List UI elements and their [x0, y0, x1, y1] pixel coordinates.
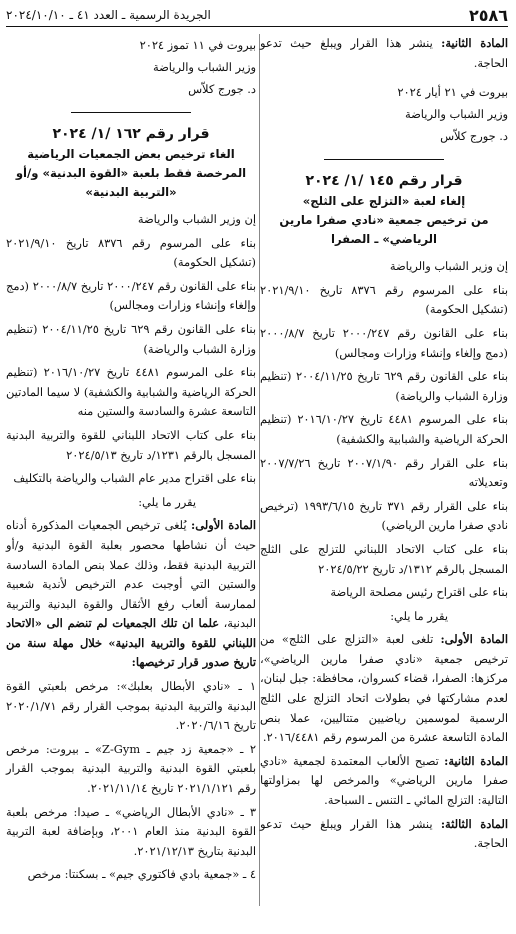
decision-title: قرار رقم ١٤٥ /١/ ٢٠٢٤	[305, 173, 463, 190]
consideration: بناء على القانون رقم ٢٠٠٠/٢٤٧ تاريخ ٢٠٠٠/٨/٧ (دمج وإلغاء وإنشاء وزارات ومجالس)	[6, 278, 257, 313]
article-label: المادة الثانية:	[441, 36, 508, 50]
signature-block	[260, 81, 508, 147]
decision-intro: إن وزير الشباب والرياضة	[389, 259, 508, 274]
article-text: يُلغى ترخيص الجمعيات المذكورة أدناه حيث أن نشاطها محصور بعلبة القوة البدنية و/أو التربية البدنية فقط، وذلك عملا بنص المادة السادسة والستين التي أوجبت عدم الترخيص لأندية شعبية لممارسة ألعاب رفع الأثقال والقوة البدنية والتربية البدنية،	[6, 518, 257, 631]
consideration: بناء على المرسوم ٤٤٨١ تاريخ ٢٠١٦/١٠/٢٧ (تنظيم الحركة الرياضية والشبابية والكشفية)	[260, 412, 508, 446]
consideration: بناء على القانون رقم ٦٢٩ تاريخ ٢٠٠٤/١١/٢٥ (تنظيم وزارة الشباب والرياضة)	[260, 369, 508, 403]
right-column	[260, 34, 508, 854]
article-paragraph	[260, 630, 508, 748]
page-header	[6, 4, 508, 27]
article-text: تصبح الألعاب المعتمدة لجمعية «نادي صفرا مارين الرياضي» والمرخص لها بمزاولتها التالية: التزلج المائي ـ التنس ـ السباحة.	[260, 753, 508, 808]
decision-title: قرار رقم ١٦٢ /١/ ٢٠٢٤	[52, 126, 210, 142]
list-item: ١ ـ «نادي الأبطال بعلبك»: مرخص بلعبتي القوة البدنية والتربية البدنية بموجب القرار رقم ٢٠٢٠/١/٧١ تاريخ ٢٠٢٠/٦/١٦.	[6, 679, 256, 733]
list-item: ٤ ـ «جمعية بادي فاكتوري جيم» ـ بسكنتا: مرخص	[27, 867, 256, 882]
consideration: بناء على المرسوم رقم ٨٣٧٦ تاريخ ٢٠٢١/٩/١٠ (تشكيل الحكومة)	[6, 235, 256, 270]
decides-line: يقرر ما يلي:	[390, 608, 448, 623]
running-head: الجريدة الرسمية ـ العدد ٤١ ـ ٢٠٢٤/١٠/١٠	[6, 8, 211, 22]
page-number: ٢٥٨٦	[468, 5, 508, 25]
consideration: بناء على القرار رقم ٢٠٠٧/١/٩٠ تاريخ ٢٠٠٧/٧/٢٦ وتعديلاته	[260, 455, 509, 490]
article-paragraph	[260, 752, 508, 811]
article-label: المادة الأولى:	[191, 518, 256, 533]
decision-intro: إن وزير الشباب والرياضة	[137, 212, 256, 226]
section-separator	[71, 112, 191, 113]
consideration: بناء على القانون رقم ٦٢٩ تاريخ ٢٠٠٤/١١/٢٥ (تنظيم وزارة الشباب والرياضة)	[6, 321, 257, 356]
list-item: ٣ ـ «نادي الأبطال الرياضي» ـ صيدا: مرخص بلعبة القوة البدنية منذ العام ٢٠٠١، وبإضافة لعبة التربية البدنية بتاريخ ٢٠٢١/١٢/١٣.	[6, 804, 256, 858]
consideration: بناء على اقتراح مدير عام الشباب والرياضة بالتكليف	[13, 471, 256, 486]
left-column	[6, 34, 256, 885]
decision-subject: الغاء ترخيص بعض الجمعيات الرياضية المرخصة فقط بلعبة «القوة البدنية» و/أو «التربية البدنية»	[15, 147, 247, 199]
signoff-role: وزير الشباب والرياضة	[153, 60, 256, 74]
signoff-date: بيروت في ١١ تموز ٢٠٢٤	[139, 38, 256, 52]
consideration: بناء على القانون رقم ٢٠٠٠/٢٤٧ تاريخ ٢٠٠٠/٨/٧ (دمج وإلغاء وإنشاء وزارات ومجالس)	[260, 325, 509, 360]
decision-subject-line: إلغاء لعبة «التزلج على الثلج»	[302, 194, 466, 209]
signoff-name: د. جورج كلاّس	[440, 129, 508, 144]
consideration: بناء على المرسوم ٤٤٨١ تاريخ ٢٠١٦/١٠/٢٧ (تنظيم الحركة الرياضية والشبابية والكشفية) لا سيما المادتين التاسعة عشرة والسادسة والستين منه	[6, 365, 256, 419]
signoff-name: د. جورج كلاّس	[188, 82, 256, 96]
consideration: بناء على كتاب الاتحاد اللبناني للتزلج على الثلج المسجل بالرقم ١٣١٢/د تاريخ ٢٠٢٤/٥/٢٢	[260, 541, 508, 576]
consideration: بناء على القرار رقم ٣٧١ تاريخ ١٩٩٣/٦/١٥ (ترخيص نادي صفرا مارين الرياضي)	[260, 498, 509, 533]
article-label: المادة الثانية:	[444, 753, 508, 768]
consideration: بناء على اقتراح رئيس مصلحة الرياضة	[330, 585, 508, 600]
consideration: بناء على كتاب الاتحاد اللبناني للقوة والتربية البدنية المسجل بالرقم ١٢٣١/د تاريخ ٢٠٢٤/٥/١٣	[6, 427, 256, 462]
article-paragraph	[260, 34, 508, 73]
consideration: بناء على المرسوم رقم ٨٣٧٦ تاريخ ٢٠٢١/٩/١٠ (تشكيل الحكومة)	[260, 282, 509, 317]
article-text: ينشر هذا القرار ويبلغ حيث تدعو الحاجة.	[260, 816, 508, 851]
signoff-role: وزير الشباب والرياضة	[405, 107, 508, 122]
article-text: تلغى لعبة «التزلج على الثلج» من ترخيص جمعية «نادي صفرا مارين الرياضي»، مركزها: الصفرا، قضاء كسروان، محافظة: جبل لبنان، لعدم مشاركتها في بطولات اتحاد التزلج على الثلج الرسمية لموسمين رياضيين متتاليين، عملا بنص المادة التاسعة عشرة من المرسوم رقم ٢٠١٦/٤٤٨١.	[260, 632, 508, 745]
decision-subject-line: من ترخيص جمعية «نادي صفرا مارين الرياضي» ـ الصفرا	[279, 213, 489, 247]
section-separator	[324, 159, 444, 160]
article-text: ينشر هذا القرار ويبلغ حيث تدعو الحاجة.	[260, 36, 508, 70]
list-item: ٢ ـ «جمعية زد جيم ـ Z-Gym» ـ بيروت: مرخص بلعبتي القوة البدنية والتربية البدنية بموجب القرار رقم ٢٠٢١/١/١٢١ تاريخ ٢٠٢١/١١/١٤.	[6, 741, 256, 796]
article-label: المادة الثالثة:	[440, 816, 508, 831]
article-emphasis: علما ان تلك الجمعيات لم تنضم الى «الاتحاد اللبناني للقوة والتربية البدنية» خلال مهلة سنة من تاريخ صدور قرار ترخيصها:	[6, 616, 256, 670]
article-label: المادة الأولى:	[440, 632, 509, 647]
signoff-date: بيروت في ٢١ أيار ٢٠٢٤	[397, 85, 508, 100]
decides-line: يقرر ما يلي:	[138, 494, 196, 509]
article-paragraph	[260, 815, 508, 854]
article-paragraph	[6, 516, 256, 673]
signature-block	[6, 34, 256, 100]
